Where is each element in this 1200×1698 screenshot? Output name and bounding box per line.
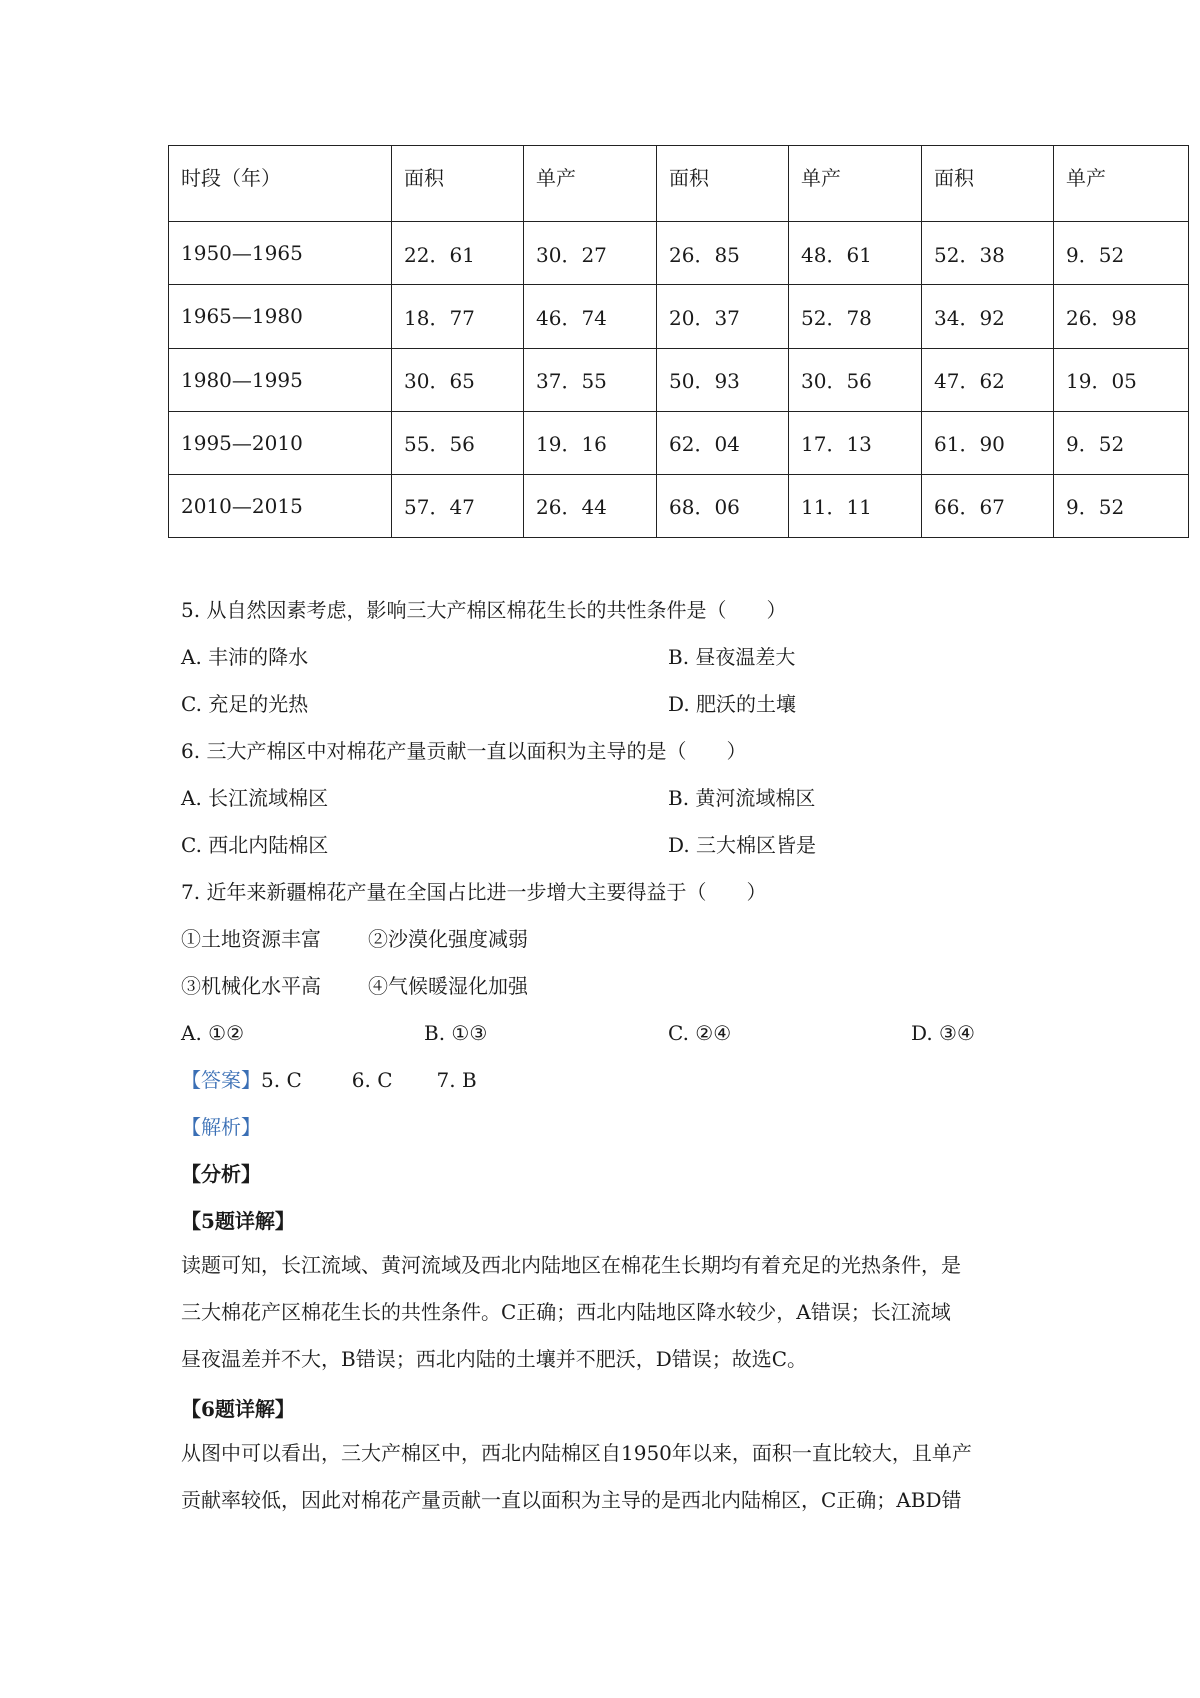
table-header-cell: 单产 — [789, 146, 922, 222]
question-5-option-a: A. 丰沛的降水 — [181, 645, 309, 669]
table-cell: 62．04 — [657, 411, 789, 474]
question-7-stem: 7. 近年来新疆棉花产量在全国占比进一步增大主要得益于（ ） — [181, 880, 767, 904]
question-6-stem: 6. 三大产棉区中对棉花产量贡献一直以面积为主导的是（ ） — [181, 739, 747, 763]
question-7-item-1: ①土地资源丰富 — [181, 927, 321, 951]
detail-5-paragraph — [181, 1242, 1021, 1383]
question-5-option-c: C. 充足的光热 — [181, 692, 309, 716]
table-cell: 66．67 — [922, 474, 1054, 537]
table-row — [169, 411, 1189, 474]
table-row — [169, 348, 1189, 411]
table-cell: 50．93 — [657, 348, 789, 411]
table-cell: 20．37 — [657, 285, 789, 348]
detail-6-paragraph — [181, 1430, 1021, 1524]
table-cell: 37．55 — [524, 348, 657, 411]
table-cell: 11．11 — [789, 474, 922, 537]
table-cell: 46．74 — [524, 285, 657, 348]
detail-5-label: 【5题详解】 — [181, 1209, 295, 1233]
table-cell: 52．38 — [922, 222, 1054, 285]
analysis-label: 【解析】 — [181, 1115, 261, 1139]
table-header-cell: 面积 — [392, 146, 524, 222]
table-cell: 68．06 — [657, 474, 789, 537]
paragraph-line: 从图中可以看出，三大产棉区中，西北内陆棉区自1950年以来，面积一直比较大，且单产 — [181, 1441, 972, 1465]
table-cell: 1950—1965 — [169, 222, 392, 285]
question-6-option-c: C. 西北内陆棉区 — [181, 833, 329, 857]
question-5-option-b: B. 昼夜温差大 — [668, 645, 796, 669]
table-header-cell: 面积 — [657, 146, 789, 222]
table-cell: 48．61 — [789, 222, 922, 285]
paragraph-line: 读题可知，长江流域、黄河流域及西北内陆地区在棉花生长期均有着充足的光热条件，是 — [181, 1253, 961, 1277]
table-cell: 30．56 — [789, 348, 922, 411]
question-5-stem: 5. 从自然因素考虑，影响三大产棉区棉花生长的共性条件是（ ） — [181, 598, 787, 622]
question-7-option-d: D. ③④ — [911, 1021, 975, 1045]
table-header-cell: 面积 — [922, 146, 1054, 222]
table-row — [169, 474, 1189, 537]
question-6-option-d: D. 三大棉区皆是 — [668, 833, 817, 857]
table-cell: 55．56 — [392, 411, 524, 474]
table-cell: 18．77 — [392, 285, 524, 348]
question-6-option-a: A. 长江流域棉区 — [181, 786, 329, 810]
table-header-cell: 单产 — [524, 146, 657, 222]
table-cell: 30．27 — [524, 222, 657, 285]
table-cell: 26．85 — [657, 222, 789, 285]
paragraph-line: 昼夜温差并不大，B错误；西北内陆的土壤并不肥沃，D错误；故选C。 — [181, 1347, 808, 1371]
question-7-option-c: C. ②④ — [668, 1021, 732, 1045]
question-7-option-a: A. ①② — [181, 1021, 245, 1045]
answer-5: 5. C — [261, 1068, 302, 1092]
answer-6: 6. C — [351, 1068, 393, 1092]
table-cell: 22．61 — [392, 222, 524, 285]
table-cell: 1965—1980 — [169, 285, 392, 348]
table-cell: 61．90 — [922, 411, 1054, 474]
question-7-item-4: ④气候暖湿化加强 — [368, 974, 528, 998]
table-cell: 30．65 — [392, 348, 524, 411]
question-5-option-d: D. 肥沃的土壤 — [668, 692, 797, 716]
paragraph-line: 三大棉花产区棉花生长的共性条件。C正确；西北内陆地区降水较少，A错误；长江流域 — [181, 1300, 951, 1324]
table-cell: 19．05 — [1054, 348, 1189, 411]
question-7-item-2: ②沙漠化强度减弱 — [368, 927, 528, 951]
answer-7: 7. B — [436, 1068, 477, 1092]
table-cell: 17．13 — [789, 411, 922, 474]
table-header-cell: 时段（年） — [169, 146, 392, 222]
table-row — [169, 285, 1189, 348]
table-header-row — [169, 146, 1189, 222]
table-cell: 57．47 — [392, 474, 524, 537]
table-cell: 1995—2010 — [169, 411, 392, 474]
table-header-cell: 单产 — [1054, 146, 1189, 222]
detail-6-label: 【6题详解】 — [181, 1397, 295, 1421]
table-cell: 34．92 — [922, 285, 1054, 348]
question-7-option-b: B. ①③ — [424, 1021, 488, 1045]
table-cell: 26．44 — [524, 474, 657, 537]
table-cell: 47．62 — [922, 348, 1054, 411]
question-7-item-3: ③机械化水平高 — [181, 974, 321, 998]
paragraph-line: 贡献率较低，因此对棉花产量贡献一直以面积为主导的是西北内陆棉区，C正确；ABD错 — [181, 1488, 962, 1512]
cotton-contribution-table — [168, 145, 1189, 538]
table-row — [169, 222, 1189, 285]
question-6-option-b: B. 黄河流域棉区 — [668, 786, 816, 810]
table-cell: 2010—2015 — [169, 474, 392, 537]
table-cell: 1980—1995 — [169, 348, 392, 411]
table-cell: 52．78 — [789, 285, 922, 348]
table-cell: 9．52 — [1054, 474, 1189, 537]
table-cell: 19．16 — [524, 411, 657, 474]
answer-line — [181, 1066, 477, 1094]
fenxi-label: 【分析】 — [181, 1162, 261, 1186]
table-cell: 9．52 — [1054, 411, 1189, 474]
answer-label: 【答案】 — [181, 1068, 261, 1092]
table-cell: 9．52 — [1054, 222, 1189, 285]
table-cell: 26．98 — [1054, 285, 1189, 348]
